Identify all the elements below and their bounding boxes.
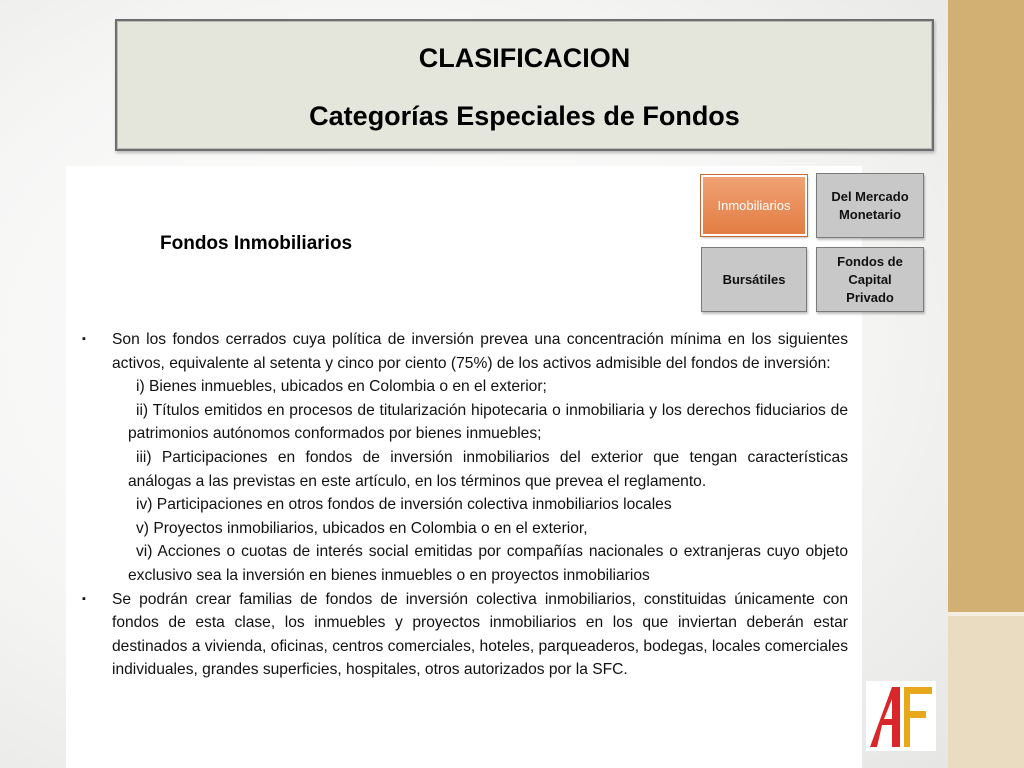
bullet-paragraph-2 xyxy=(74,588,848,682)
category-capital-privado[interactable] xyxy=(816,247,924,312)
slide-subtitle: Categorías Especiales de Fondos xyxy=(309,101,740,131)
category-label: Inmobiliarios xyxy=(717,197,791,213)
af-logo-icon xyxy=(866,681,936,751)
list-item: v) Proyectos inmobiliarios, ubicados en Colombia o en el exterior, xyxy=(136,519,588,537)
list-item: vi) Acciones o cuotas de interés social emitidas por compañías nacionales o extranjeras cuyo objeto exclusivo sea la inversión en bienes inmuebles o en proyectos inmobiliarios xyxy=(128,543,848,584)
category-mercado-monetario[interactable] xyxy=(816,173,924,238)
bullet-paragraph-1 xyxy=(74,328,848,375)
paragraph-text: Se podrán crear familias de fondos de inversión colectiva inmobiliarios, constituidas únicamente con fondos de esta clase, los inmuebles y proyectos inmobiliarios en los que inviertan deberán estar destinados a vivienda, oficinas, centros comerciales, hoteles, parqueaderos, bodegas, locales comerciales individuales, grandes superficies, hospitales, otros autorizados por la SFC. xyxy=(112,590,848,679)
category-label: Bursátiles xyxy=(722,271,786,287)
title-box xyxy=(115,19,934,151)
list-item: ii) Títulos emitidos en procesos de titularización hipotecaria o inmobiliaria y los derechos fiduciarios de patrimonios autónomos conformados por bienes inmuebles; xyxy=(128,401,848,443)
section-heading: Fondos Inmobiliarios xyxy=(160,233,353,254)
decorative-side-band xyxy=(948,0,1024,612)
decorative-side-band-lower xyxy=(948,616,1024,768)
paragraph-text: Son los fondos cerrados cuya política de inversión prevea una concentración mínima en los siguientes activos, equivalente al setenta y cinco por ciento (75%) de los activos admisible del fondos de inversión: xyxy=(112,331,848,372)
list-item: iii) Participaciones en fondos de inversión inmobiliarios del exterior que tengan características análogas a las previstas en este artículo, en los términos que prevea el reglamento. xyxy=(128,448,848,490)
category-label: Fondos de Capital Privado xyxy=(837,253,903,305)
category-label: Del Mercado Monetario xyxy=(831,188,909,222)
category-bursatiles[interactable] xyxy=(701,247,807,312)
category-inmobiliarios[interactable] xyxy=(701,175,807,236)
bullet-icon: ▪ xyxy=(82,333,86,345)
slide-title: CLASIFICACION xyxy=(418,43,631,73)
list-item: iv) Participaciones en otros fondos de inversión colectiva inmobiliarios locales xyxy=(136,496,672,514)
body-text xyxy=(74,328,848,682)
list-item: i) Bienes inmuebles, ubicados en Colombia o en el exterior; xyxy=(136,378,547,396)
bullet-icon: ▪ xyxy=(82,592,86,605)
